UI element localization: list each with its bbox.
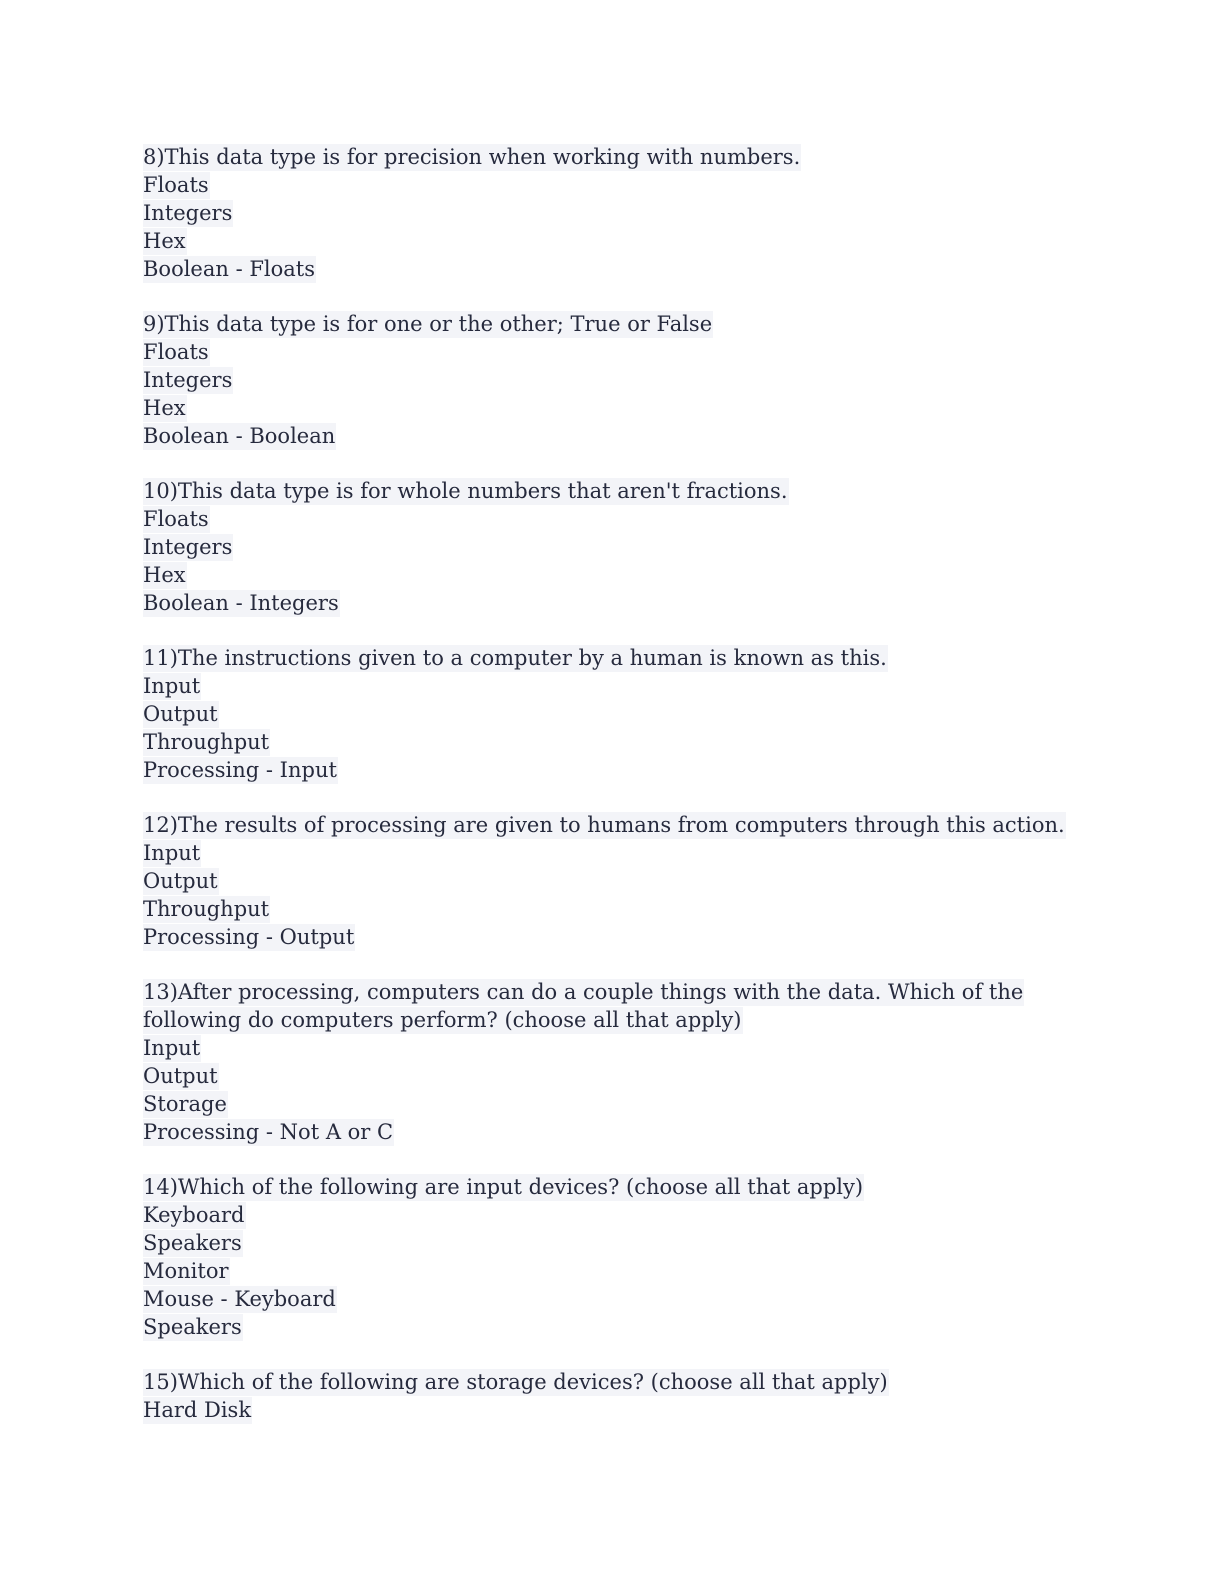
question-8: [143, 143, 1143, 283]
question-prompt: 10)This data type is for whole numbers that aren't fractions.: [143, 479, 788, 503]
answer-option: Hex: [143, 229, 186, 253]
answer-option: Integers: [143, 368, 233, 392]
answer-option: Input: [143, 674, 201, 698]
question-prompt-continued: following do computers perform? (choose all that apply): [143, 1008, 742, 1032]
question-prompt: 15)Which of the following are storage devices? (choose all that apply): [143, 1370, 888, 1394]
question-9: [143, 310, 1143, 450]
question-prompt: 8)This data type is for precision when working with numbers.: [143, 145, 801, 169]
answer-option: Keyboard: [143, 1203, 245, 1227]
answer-option: Input: [143, 1036, 201, 1060]
answer-option: Input: [143, 841, 201, 865]
question-12: [143, 811, 1143, 951]
question-prompt: 14)Which of the following are input devices? (choose all that apply): [143, 1175, 864, 1199]
question-prompt: 12)The results of processing are given to humans from computers through this action.: [143, 813, 1065, 837]
answer-option: Integers: [143, 201, 233, 225]
question-13: [143, 978, 1143, 1146]
answer-option: Processing - Not A or C: [143, 1120, 394, 1144]
answer-option: Output: [143, 702, 218, 726]
answer-option: Output: [143, 869, 218, 893]
answer-option: Hex: [143, 396, 186, 420]
question-11: [143, 644, 1143, 784]
answer-option: Floats: [143, 340, 209, 364]
document-page: [143, 143, 1143, 1451]
question-14: [143, 1173, 1143, 1341]
answer-option: Mouse - Keyboard: [143, 1287, 336, 1311]
answer-option: Monitor: [143, 1259, 229, 1283]
question-prompt: 11)The instructions given to a computer by a human is known as this.: [143, 646, 887, 670]
answer-option: Hard Disk: [143, 1398, 252, 1422]
answer-option: Integers: [143, 535, 233, 559]
answer-option: Processing - Output: [143, 925, 355, 949]
answer-option: Storage: [143, 1092, 227, 1116]
answer-option: Floats: [143, 507, 209, 531]
answer-option: Boolean - Boolean: [143, 424, 336, 448]
answer-option: Floats: [143, 173, 209, 197]
question-10: [143, 477, 1143, 617]
answer-option: Boolean - Integers: [143, 591, 339, 615]
answer-option: Output: [143, 1064, 218, 1088]
answer-option: Throughput: [143, 897, 270, 921]
answer-option: Processing - Input: [143, 758, 337, 782]
answer-option: Throughput: [143, 730, 270, 754]
question-15: [143, 1368, 1143, 1424]
answer-option: Speakers: [143, 1315, 242, 1339]
question-prompt: 13)After processing, computers can do a couple things with the data. Which of the: [143, 980, 1024, 1004]
answer-option: Boolean - Floats: [143, 257, 316, 281]
answer-option: Speakers: [143, 1231, 242, 1255]
question-prompt: 9)This data type is for one or the other; True or False: [143, 312, 713, 336]
answer-option: Hex: [143, 563, 186, 587]
